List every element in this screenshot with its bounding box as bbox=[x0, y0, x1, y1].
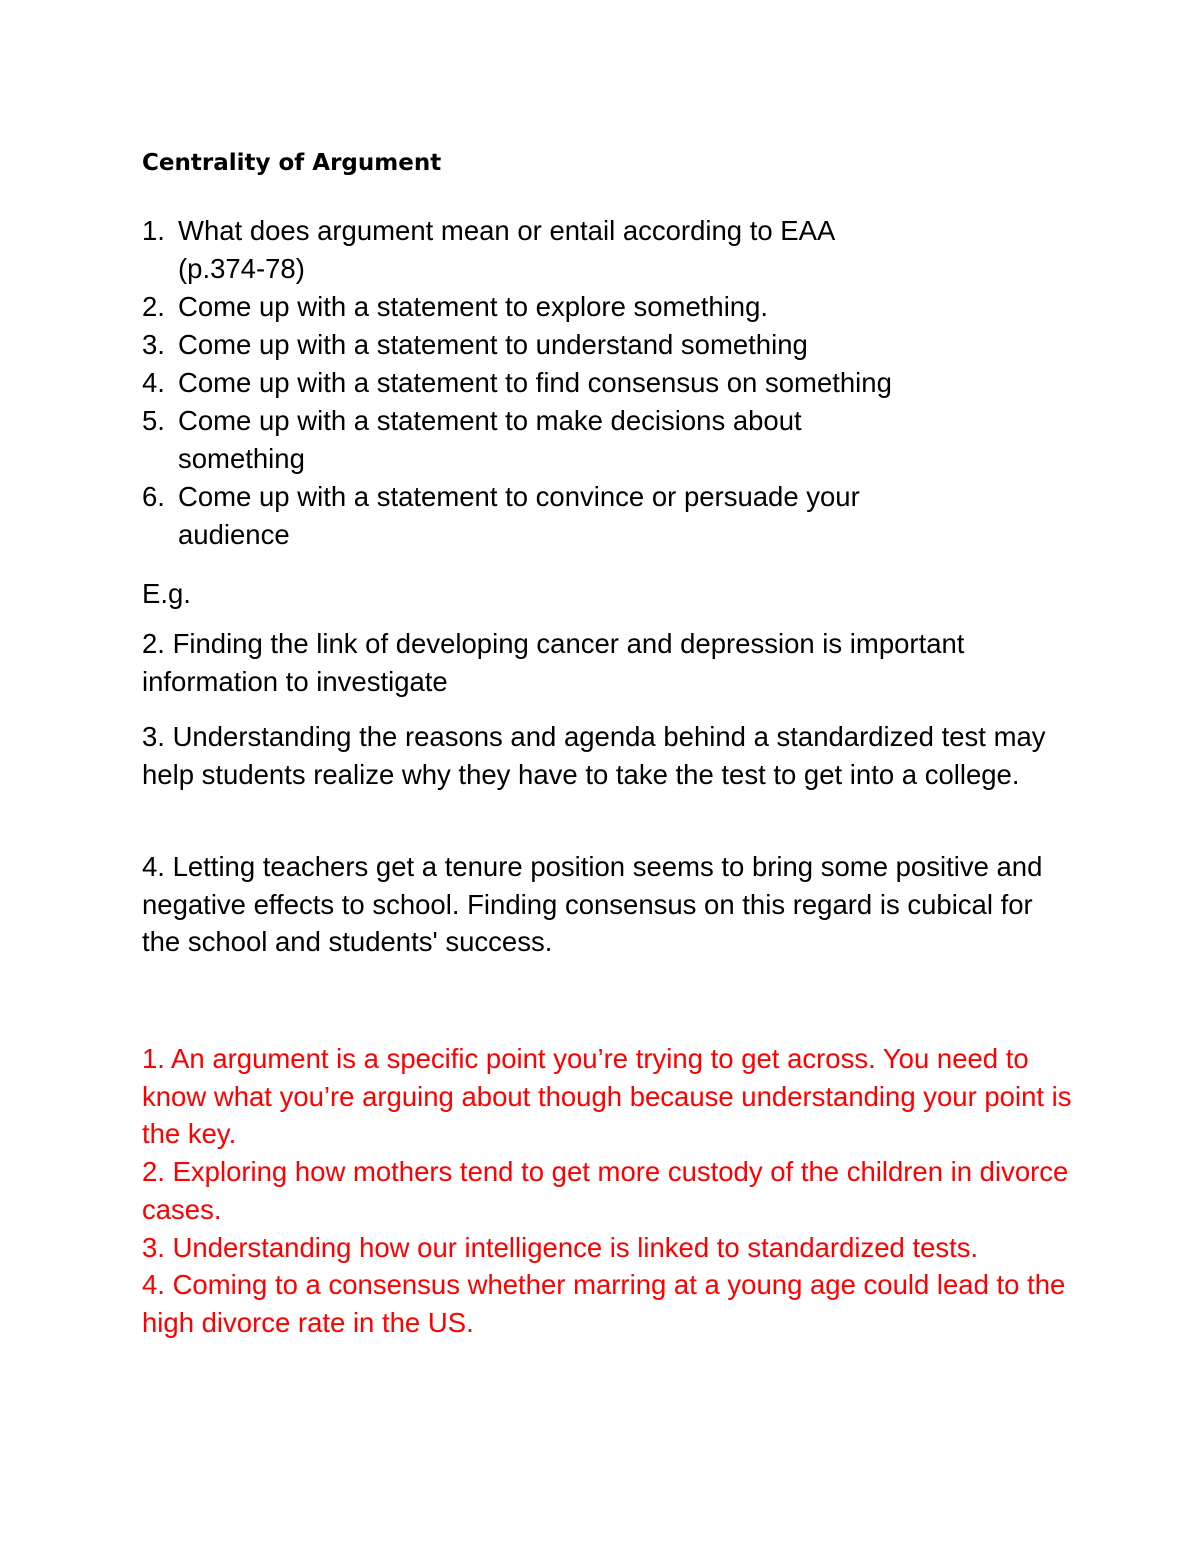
answer-paragraph: 3. Understanding how our intelligence is linked to standardized tests. bbox=[142, 1231, 979, 1263]
question-text-continued: something bbox=[178, 443, 305, 474]
question-item bbox=[142, 478, 1052, 554]
question-text-continued: audience bbox=[178, 519, 290, 550]
question-item bbox=[142, 364, 1052, 402]
question-number: 3. bbox=[142, 329, 165, 360]
question-text: Come up with a statement to understand something bbox=[178, 329, 808, 360]
question-number: 4. bbox=[142, 367, 165, 398]
question-text-continued: (p.374-78) bbox=[178, 253, 305, 284]
example-paragraph: 4. Letting teachers get a tenure position seems to bring some positive and negative effects to school. Finding consensus on this regard is cubical for the school and students' success. bbox=[142, 851, 1043, 957]
eg-label: E.g. bbox=[142, 578, 191, 609]
question-text: What does argument mean or entail according to EAA bbox=[178, 215, 836, 246]
question-text: Come up with a statement to explore something. bbox=[178, 291, 769, 322]
question-number: 1. bbox=[142, 215, 165, 246]
answer-paragraph: 1. An argument is a specific point you’re trying to get across. You need to know what you’re arguing about though because understanding your point is the key. bbox=[142, 1043, 1072, 1150]
answer-paragraph: 4. Coming to a consensus whether marring at a young age could lead to the high divorce rate in the US. bbox=[142, 1269, 1066, 1338]
question-number: 5. bbox=[142, 405, 165, 436]
question-number: 2. bbox=[142, 291, 165, 322]
question-text: Come up with a statement to make decisions about bbox=[178, 405, 802, 436]
question-list bbox=[142, 212, 1052, 554]
question-item bbox=[142, 402, 1052, 478]
example-paragraph: 3. Understanding the reasons and agenda behind a standardized test may help students realize why they have to take the test to get into a college. bbox=[142, 721, 1046, 790]
question-item bbox=[142, 288, 1052, 326]
answer-paragraph: 2. Exploring how mothers tend to get more custody of the children in divorce cases. bbox=[142, 1156, 1069, 1225]
question-item bbox=[142, 212, 1052, 288]
question-item bbox=[142, 326, 1052, 364]
example-paragraph: 2. Finding the link of developing cancer and depression is important information to investigate bbox=[142, 628, 965, 697]
answer-block bbox=[142, 1040, 1072, 1342]
question-number: 6. bbox=[142, 481, 165, 512]
question-text: Come up with a statement to convince or persuade your bbox=[178, 481, 860, 512]
question-text: Come up with a statement to find consensus on something bbox=[178, 367, 892, 398]
page-title: Centrality of Argument bbox=[142, 150, 442, 176]
